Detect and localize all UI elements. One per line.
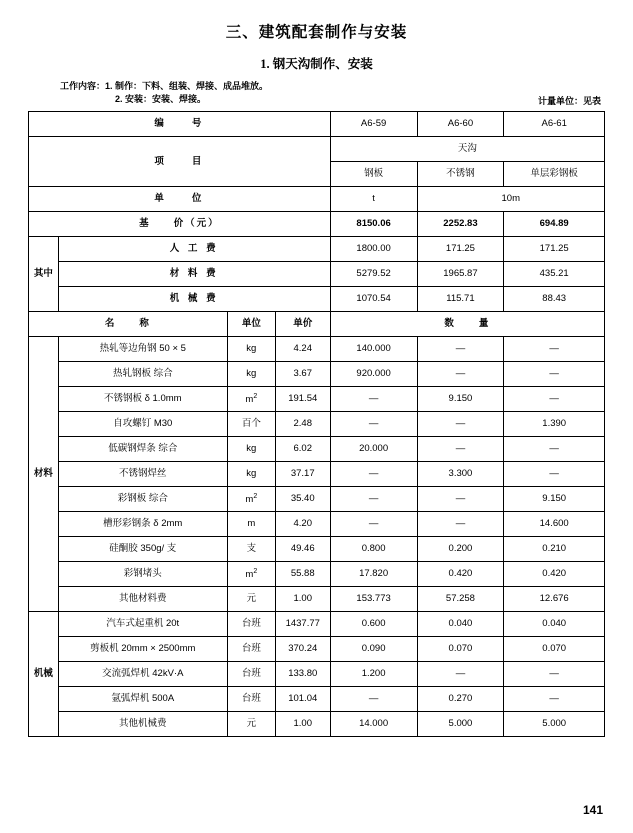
work-content-line-2: 2. 安装：安装、焊接。 — [115, 94, 207, 105]
unit-cell-1: t — [330, 187, 417, 212]
base-price-1: 8150.06 — [330, 212, 417, 237]
base-price-3: 694.89 — [504, 212, 605, 237]
machine-qty-2-3: — — [504, 662, 605, 687]
material-price-2: 191.54 — [275, 387, 330, 412]
material-qty-4-2: — — [417, 437, 504, 462]
table-row — [29, 637, 605, 662]
material-qty-7-3: 14.600 — [504, 512, 605, 537]
table-row — [29, 587, 605, 612]
material-price-9: 55.88 — [275, 562, 330, 587]
table-row — [29, 337, 605, 362]
material-price-10: 1.00 — [275, 587, 330, 612]
material-qty-2-2: 9.150 — [417, 387, 504, 412]
machine-qty-3-3: — — [504, 687, 605, 712]
material-name-3: 自攻螺钉 M30 — [58, 412, 227, 437]
material-qty-8-1: 0.800 — [330, 537, 417, 562]
table-row — [29, 362, 605, 387]
machine-qty-1-3: 0.070 — [504, 637, 605, 662]
material-unit-10: 元 — [227, 587, 275, 612]
machine-cost-1: 1070.54 — [330, 287, 417, 312]
detail-unit-header: 单位 — [227, 312, 275, 337]
measure-unit-note: 计量单位：见表 — [537, 96, 601, 107]
table-row — [29, 387, 605, 412]
machine-qty-1-2: 0.070 — [417, 637, 504, 662]
material-qty-0-2: — — [417, 337, 504, 362]
material-qty-3-2: — — [417, 412, 504, 437]
material-unit-6: $m^2$ — [227, 487, 275, 512]
material-name-2: 不锈钢板 δ 1.0mm — [58, 387, 227, 412]
material-unit-7: m — [227, 512, 275, 537]
material-price-4: 6.02 — [275, 437, 330, 462]
material-unit-9: $m^2$ — [227, 562, 275, 587]
material-name-8: 硅酮胶 350g/ 支 — [58, 537, 227, 562]
material-unit-1: kg — [227, 362, 275, 387]
page-title: 三、建筑配套制作与安装 — [225, 24, 408, 41]
material-qty-4-3: — — [504, 437, 605, 462]
machine-qty-0-3: 0.040 — [504, 612, 605, 637]
machine-section-label-text: 机械 — [33, 667, 53, 679]
table-row — [29, 512, 605, 537]
material-qty-1-2: — — [417, 362, 504, 387]
among-label — [29, 237, 59, 312]
material-price-8: 49.46 — [275, 537, 330, 562]
machine-price-3: 101.04 — [275, 687, 330, 712]
material-cost-1: 5279.52 — [330, 262, 417, 287]
material-unit-0: kg — [227, 337, 275, 362]
material-qty-8-3: 0.210 — [504, 537, 605, 562]
machine-section-label — [29, 612, 59, 737]
material-qty-3-1: — — [330, 412, 417, 437]
machine-price-0: 1437.77 — [275, 612, 330, 637]
material-name-4: 低碳钢焊条 综合 — [58, 437, 227, 462]
machine-qty-0-2: 0.040 — [417, 612, 504, 637]
material-qty-0-1: 140.000 — [330, 337, 417, 362]
material-qty-7-1: — — [330, 512, 417, 537]
base-price-label: 基 价（元） — [29, 212, 331, 237]
material-qty-5-2: 3.300 — [417, 462, 504, 487]
table-row — [29, 412, 605, 437]
material-qty-5-1: — — [330, 462, 417, 487]
page-number: 141 — [582, 803, 603, 817]
material-qty-9-2: 0.420 — [417, 562, 504, 587]
material-qty-5-3: — — [504, 462, 605, 487]
material-qty-6-2: — — [417, 487, 504, 512]
machine-unit-4: 元 — [227, 712, 275, 737]
machine-qty-1-1: 0.090 — [330, 637, 417, 662]
machine-cost-2: 115.71 — [417, 287, 504, 312]
table-row — [29, 562, 605, 587]
table-row-code — [29, 112, 605, 137]
material-section-label-text: 材料 — [33, 467, 53, 479]
machine-qty-4-1: 14.000 — [330, 712, 417, 737]
material-price-1: 3.67 — [275, 362, 330, 387]
unit-cell-2: 10m — [417, 187, 604, 212]
material-qty-10-3: 12.676 — [504, 587, 605, 612]
machine-name-2: 交流弧焊机 42kV·A — [58, 662, 227, 687]
material-qty-10-2: 57.258 — [417, 587, 504, 612]
material-unit-5: kg — [227, 462, 275, 487]
table-row — [29, 537, 605, 562]
quota-table — [28, 111, 605, 737]
machine-qty-0-1: 0.600 — [330, 612, 417, 637]
detail-name-header: 名 称 — [29, 312, 228, 337]
material-qty-10-1: 153.773 — [330, 587, 417, 612]
material-qty-7-2: — — [417, 512, 504, 537]
machine-price-4: 1.00 — [275, 712, 330, 737]
table-row-base-price — [29, 212, 605, 237]
material-name-10: 其他材料费 — [58, 587, 227, 612]
table-row — [29, 462, 605, 487]
material-unit-8: 支 — [227, 537, 275, 562]
machine-name-4: 其他机械费 — [58, 712, 227, 737]
material-qty-1-3: — — [504, 362, 605, 387]
material-unit-2: $m^2$ — [227, 387, 275, 412]
table-row — [29, 612, 605, 637]
item-name-2: 不锈钢 — [417, 162, 504, 187]
among-label-text: 其中 — [33, 267, 53, 279]
material-qty-2-3: — — [504, 387, 605, 412]
material-price-3: 2.48 — [275, 412, 330, 437]
machine-qty-3-2: 0.270 — [417, 687, 504, 712]
machine-name-0: 汽车式起重机 20t — [58, 612, 227, 637]
table-row — [29, 437, 605, 462]
labor-cost-1: 1800.00 — [330, 237, 417, 262]
material-name-0: 热轧等边角钢 50 × 5 — [58, 337, 227, 362]
machine-qty-4-2: 5.000 — [417, 712, 504, 737]
machine-name-1: 剪板机 20mm × 2500mm — [58, 637, 227, 662]
material-qty-6-3: 9.150 — [504, 487, 605, 512]
machine-qty-3-1: — — [330, 687, 417, 712]
table-row — [29, 712, 605, 737]
material-unit-4: kg — [227, 437, 275, 462]
material-qty-3-3: 1.390 — [504, 412, 605, 437]
section-subtitle: 1. 钢天沟制作、安装 — [260, 57, 373, 71]
material-price-7: 4.20 — [275, 512, 330, 537]
material-cost-label: 材 料 费 — [58, 262, 330, 287]
material-qty-6-1: — — [330, 487, 417, 512]
machine-unit-1: 台班 — [227, 637, 275, 662]
material-name-6: 彩钢板 综合 — [58, 487, 227, 512]
labor-cost-3: 171.25 — [504, 237, 605, 262]
table-row-unit — [29, 187, 605, 212]
table-row-labor — [29, 237, 605, 262]
material-price-0: 4.24 — [275, 337, 330, 362]
machine-unit-3: 台班 — [227, 687, 275, 712]
material-section-label — [29, 337, 59, 612]
table-row — [29, 662, 605, 687]
table-row-detail-header — [29, 312, 605, 337]
table-row-material-cost — [29, 262, 605, 287]
code-cell-2: A6-60 — [417, 112, 504, 137]
machine-price-2: 133.80 — [275, 662, 330, 687]
table-row-item-group — [29, 137, 605, 162]
material-qty-0-3: — — [504, 337, 605, 362]
material-cost-2: 1965.87 — [417, 262, 504, 287]
item-name-1: 钢板 — [330, 162, 417, 187]
machine-price-1: 370.24 — [275, 637, 330, 662]
machine-qty-4-3: 5.000 — [504, 712, 605, 737]
material-qty-1-1: 920.000 — [330, 362, 417, 387]
item-name-3: 单层彩钢板 — [504, 162, 605, 187]
material-price-6: 35.40 — [275, 487, 330, 512]
material-name-9: 彩钢堵头 — [58, 562, 227, 587]
labor-cost-2: 171.25 — [417, 237, 504, 262]
material-qty-9-1: 17.820 — [330, 562, 417, 587]
machine-unit-0: 台班 — [227, 612, 275, 637]
item-group-cell: 天沟 — [330, 137, 604, 162]
work-content-line-1: 工作内容：1. 制作：下料、组装、焊接、成品堆放。 — [60, 81, 269, 91]
code-cell-1: A6-59 — [330, 112, 417, 137]
base-price-2: 2252.83 — [417, 212, 504, 237]
labor-cost-label: 人 工 费 — [58, 237, 330, 262]
detail-quantity-header: 数 量 — [330, 312, 604, 337]
material-price-5: 37.17 — [275, 462, 330, 487]
detail-price-header: 单价 — [275, 312, 330, 337]
material-name-5: 不锈钢焊丝 — [58, 462, 227, 487]
unit-label: 单 位 — [29, 187, 331, 212]
machine-unit-2: 台班 — [227, 662, 275, 687]
machine-cost-label: 机 械 费 — [58, 287, 330, 312]
machine-cost-3: 88.43 — [504, 287, 605, 312]
item-label: 项 目 — [29, 137, 331, 187]
machine-qty-2-1: 1.200 — [330, 662, 417, 687]
material-qty-4-1: 20.000 — [330, 437, 417, 462]
machine-qty-2-2: — — [417, 662, 504, 687]
material-name-1: 热轧钢板 综合 — [58, 362, 227, 387]
material-unit-3: 百个 — [227, 412, 275, 437]
material-cost-3: 435.21 — [504, 262, 605, 287]
table-row — [29, 487, 605, 512]
material-qty-2-1: — — [330, 387, 417, 412]
code-label: 编 号 — [29, 112, 331, 137]
material-qty-9-3: 0.420 — [504, 562, 605, 587]
material-qty-8-2: 0.200 — [417, 537, 504, 562]
material-name-7: 槽形彩钢条 δ 2mm — [58, 512, 227, 537]
table-row-machine-cost — [29, 287, 605, 312]
machine-name-3: 氩弧焊机 500A — [58, 687, 227, 712]
table-row — [29, 687, 605, 712]
code-cell-3: A6-61 — [504, 112, 605, 137]
